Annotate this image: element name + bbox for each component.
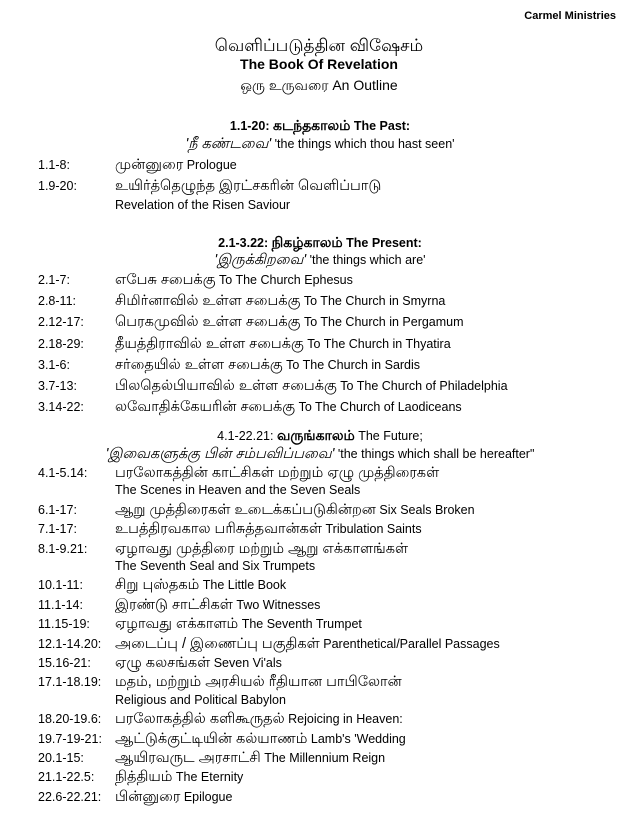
row-text-english: To The Church in Thyatira [307, 336, 451, 351]
verse-ref: 3.7-13: [38, 379, 77, 393]
row-text-english: To The Church in Sardis [286, 357, 421, 372]
row-text-english: The Little Book [202, 578, 287, 593]
outline-tamil: ஒரு உருவரை [240, 77, 329, 93]
outline-subtitle [0, 77, 638, 96]
row-text-english: Two Witnesses [236, 597, 321, 612]
verse-ref: 1.9-20: [38, 179, 77, 193]
verse-ref: 15.16-21: [38, 656, 91, 670]
row-text-tamil: அடைப்பு / இணைப்பு பகுதிகள் [115, 635, 320, 652]
row-text-english: Six Seals Broken [379, 502, 475, 517]
row-text [115, 577, 286, 594]
quote-tamil: 'நீ கண்டவை' [185, 136, 272, 152]
verse-ref: 8.1-9.21: [38, 541, 88, 556]
verse-ref: 17.1-18.19: [38, 675, 102, 690]
section-ref: 4.1-22.21: [217, 429, 274, 443]
row-text [115, 616, 362, 633]
verse-ref: 21.1-22.5: [38, 770, 95, 785]
row-text [115, 750, 385, 767]
row-text-tamil: எபேசு சபைக்கு [115, 272, 216, 288]
row-text [115, 541, 408, 558]
quote-tamil: 'இருக்கிறவை' [214, 252, 307, 268]
title-tamil: வெளிப்படுத்தின விஷேசம் [214, 36, 424, 55]
organization-name: Carmel Ministries [524, 10, 616, 22]
row-text-english: To The Church in Pergamum [303, 315, 464, 330]
row-text-tamil: சிமிர்னாவில் உள்ள சபைக்கு [115, 293, 301, 310]
row-text-tamil: உயிர்த்தெழுந்த இரட்சகரின் வெளிப்பாடு [115, 178, 382, 194]
row-text-english: Tribulation Saints [325, 522, 422, 537]
row-text-english: Epilogue [183, 789, 233, 804]
section-name-tamil: வருங்காலம் [276, 427, 355, 443]
row-text [115, 521, 422, 538]
verse-ref: 22.6-22.21: [38, 789, 102, 804]
row-text [115, 655, 282, 672]
section-future-heading [40, 427, 600, 446]
verse-ref: 6.1-17: [38, 502, 77, 517]
verse-ref: 7.1-17: [38, 522, 77, 537]
section-past-quote [40, 136, 600, 154]
row-text-tamil: முன்னுரை [115, 157, 184, 173]
row-subtitle-english: The Seventh Seal and Six Trumpets [115, 559, 316, 573]
row-text-tamil: பரலோகத்தின் காட்சிகள் மற்றும் ஏழு முத்திரைகள் [115, 465, 440, 481]
row-text-tamil: ஏழாவது முத்திரை மற்றும் ஆறு எக்காளங்கள் [115, 540, 409, 557]
row-text [115, 178, 381, 195]
verse-ref: 4.1-5.14: [38, 466, 88, 480]
row-text-tamil: ஆயிரவருட அரசாட்சி [115, 750, 261, 766]
verse-ref: 3.1-6: [38, 357, 70, 372]
quote-english: 'the things which shall be hereafter" [337, 447, 535, 461]
row-text-english: To The Church of Laodiceans [298, 400, 462, 415]
row-text-english: The Eternity [175, 770, 244, 785]
verse-ref: 12.1-14.20: [38, 636, 102, 651]
row-text-english: The Seventh Trumpet [241, 617, 362, 632]
section-name-english: The Present: [346, 236, 422, 250]
row-text [115, 378, 508, 395]
section-past-heading [40, 117, 600, 136]
row-text-english: To The Church of Philadelphia [340, 379, 508, 393]
row-text-tamil: பெரகமுவில் உள்ள சபைக்கு [115, 314, 301, 331]
row-text-english: Rejoicing in Heaven: [288, 712, 403, 727]
row-text-english: Lamb's 'Wedding [310, 731, 406, 746]
verse-ref: 20.1-15: [38, 751, 84, 765]
verse-ref: 10.1-11: [38, 578, 83, 593]
row-text [115, 399, 462, 416]
row-text-english: Prologue [186, 158, 237, 172]
row-text [115, 711, 403, 728]
title-english: The Book Of Revelation [240, 56, 398, 72]
row-text [115, 789, 232, 806]
section-present-heading [40, 234, 600, 253]
row-text-english: Seven Vi'als [213, 656, 282, 670]
section-present-quote [40, 252, 600, 270]
row-text-tamil: மதம், மற்றும் அரசியல் ரீதியான பாபிலோன் [115, 674, 402, 691]
row-text [115, 293, 445, 310]
row-text [115, 157, 237, 174]
verse-ref: 2.8-11: [38, 294, 76, 309]
row-text-tamil: சர்தையில் உள்ள சபைக்கு [115, 356, 283, 373]
verse-ref: 18.20-19.6: [38, 712, 102, 727]
row-text [115, 336, 451, 353]
section-ref: 1.1-20: [229, 119, 270, 133]
row-text [115, 674, 402, 691]
row-text-english: To The Church Ephesus [219, 273, 353, 287]
row-text-tamil: ஆட்டுக்குட்டியின் கல்யாணம் [115, 730, 308, 747]
row-text-tamil: இரண்டு சாட்சிகள் [115, 596, 233, 613]
row-text-tamil: பரலோகத்தில் களிகூருதல் [115, 711, 285, 728]
row-text-english: To The Church in Smyrna [303, 294, 446, 309]
row-text [115, 502, 475, 519]
quote-tamil: 'இவைகளுக்கு பின் சம்பவிப்பவை' [105, 446, 335, 462]
verse-ref: 19.7-19-21: [38, 731, 102, 746]
row-text-tamil: ஏழாவது எக்காளம் [115, 616, 239, 633]
row-text-tamil: ஆறு முத்திரைகள் உடைக்கப்படுகின்றன [115, 501, 376, 518]
row-text-tamil: நித்தியம் [115, 769, 173, 786]
verse-ref: 3.14-22: [38, 400, 84, 415]
row-text-tamil: லவோதிக்கேயரின் சபைக்கு [115, 399, 296, 416]
row-text [115, 272, 353, 289]
section-name-english: The Past: [353, 119, 411, 133]
section-ref: 2.1-3.22: [218, 236, 269, 250]
row-text [115, 314, 464, 331]
row-text [115, 597, 320, 614]
verse-ref: 2.1-7: [38, 273, 70, 287]
row-text [115, 731, 406, 748]
section-name-tamil: நிகழ்காலம் [271, 234, 343, 250]
row-text [115, 769, 243, 786]
quote-english: 'the things which are' [309, 253, 426, 267]
section-name-tamil: கடந்தகாலம் [272, 117, 351, 133]
row-text [115, 636, 500, 653]
row-text [115, 357, 420, 374]
verse-ref: 2.18-29: [38, 336, 84, 351]
row-text-tamil: தீயத்திராவில் உள்ள சபைக்கு [115, 335, 304, 352]
verse-ref: 2.12-17: [38, 315, 84, 330]
section-name-english: The Future; [358, 429, 423, 443]
verse-ref: 11.1-14: [38, 597, 83, 612]
section-future-quote [40, 446, 600, 464]
row-subtitle-english: The Scenes in Heaven and the Seven Seals [115, 483, 361, 498]
outline-english: An Outline [332, 77, 398, 93]
row-subtitle-english: Revelation of the Risen Saviour [115, 198, 291, 212]
row-text-english: The Millennium Reign [264, 751, 386, 765]
row-text-tamil: சிறு புஸ்தகம் [115, 577, 200, 594]
verse-ref: 1.1-8: [38, 158, 70, 172]
row-text-tamil: பிலதெல்பியாவில் உள்ள சபைக்கு [115, 378, 337, 394]
row-text-tamil: ஏழு கலசங்கள் [115, 655, 211, 671]
row-text-english: Parenthetical/Parallel Passages [323, 636, 500, 651]
verse-ref: 11.15-19: [38, 617, 90, 632]
row-text-tamil: உபத்திரவகால பரிசுத்தவான்கள் [115, 521, 323, 538]
row-text [115, 465, 439, 482]
row-text-tamil: பின்னுரை [115, 788, 181, 805]
row-subtitle-english: Religious and Political Babylon [115, 692, 286, 707]
quote-english: 'the things which thou hast seen' [274, 137, 455, 151]
